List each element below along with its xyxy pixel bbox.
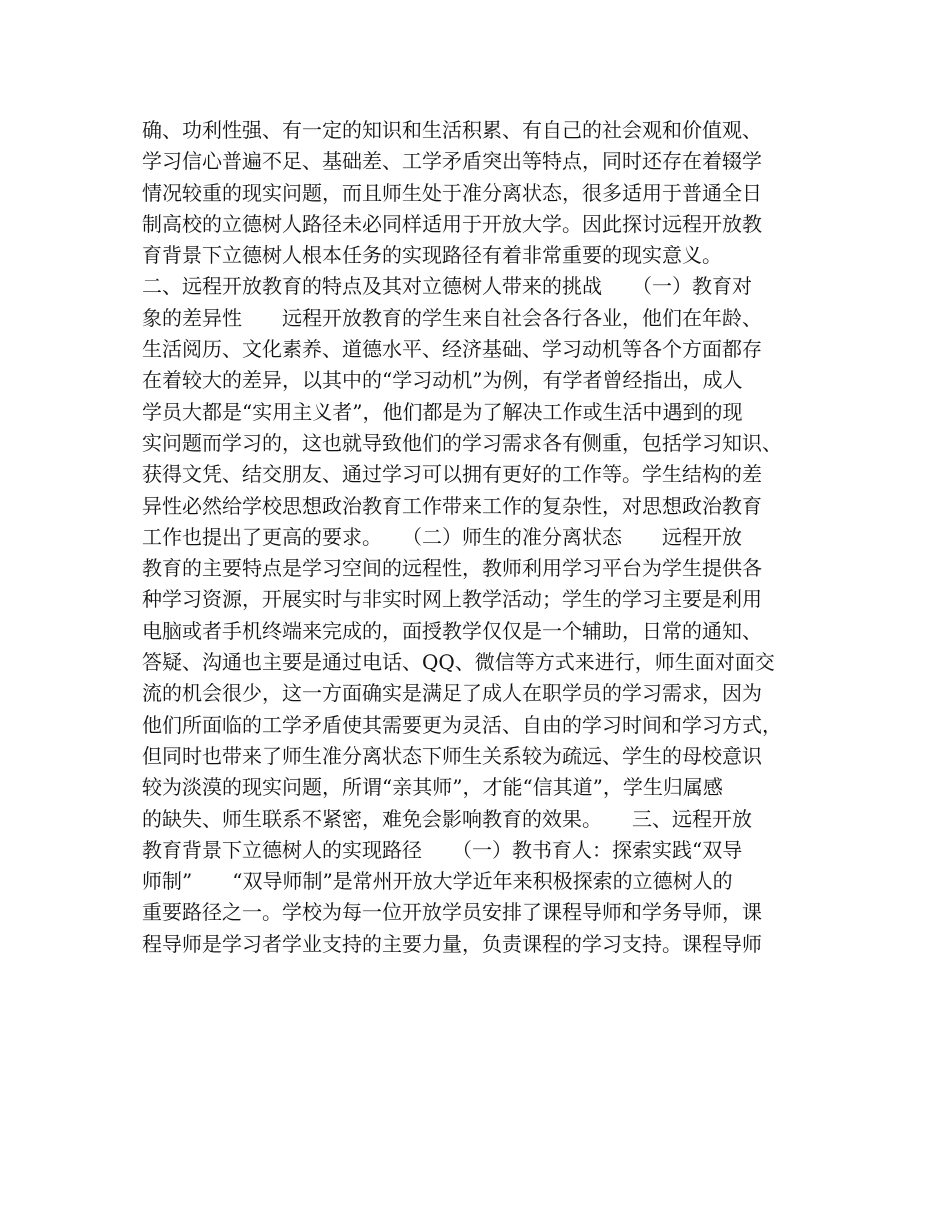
text-line: 重要路径之一。学校为每一位开放学员安排了课程导师和学务导师，课 [142, 900, 762, 925]
text-line: 学员大都是“实用主义者”，他们都是为了解决工作或生活中遇到的现 [142, 399, 743, 424]
text-line: 在着较大的差异，以其中的“学习动机”为例，有学者曾经指出，成人 [142, 368, 743, 393]
text-line: 电脑或者手机终端来完成的，面授教学仅仅是一个辅助，日常的通知、 [142, 618, 762, 643]
text-line: 教育背景下立德树人的实现路径 （一）教书育人：探索实践“双导 [142, 837, 743, 862]
text-line: 获得文凭、结交朋友、通过学习可以拥有更好的工作等。学生结构的差 [142, 462, 762, 487]
text-line: 二、远程开放教育的特点及其对立德树人带来的挑战 （一）教育对 [142, 274, 752, 299]
text-line: 程导师是学习者学业支持的主要力量，负责课程的学习支持。课程导师 [142, 931, 762, 956]
text-line: 教育的主要特点是学习空间的远程性，教师利用学习平台为学生提供各 [142, 556, 762, 581]
text-line: 师制” “双导师制”是常州开放大学近年来积极探索的立德树人的 [142, 869, 733, 894]
text-line: 流的机会很少，这一方面确实是满足了成人在职学员的学习需求，因为 [142, 681, 762, 706]
text-line: 但同时也带来了师生准分离状态下师生关系较为疏远、学生的母校意识 [142, 743, 762, 768]
text-line: 实问题而学习的，这也就导致他们的学习需求各有侧重，包括学习知识、 [142, 430, 782, 455]
text-line: 确、功利性强、有一定的知识和生活积累、有自己的社会观和价值观、 [142, 118, 762, 142]
text-line: 异性必然给学校思想政治教育工作带来工作的复杂性，对思想政治教育 [142, 493, 762, 518]
body-text [142, 115, 812, 960]
text-line: 育背景下立德树人根本任务的实现路径有着非常重要的现实意义。 [142, 243, 722, 268]
text-line: 较为淡漠的现实问题，所谓“亲其师”，才能“信其道”，学生归属感 [142, 775, 723, 800]
text-line: 制高校的立德树人路径未必同样适用于开放大学。因此探讨远程开放教 [142, 211, 762, 236]
text-line: 他们所面临的工学矛盾使其需要更为灵活、自由的学习时间和学习方式， [142, 712, 782, 737]
text-line: 情况较重的现实问题，而且师生处于准分离状态，很多适用于普通全日 [142, 180, 762, 205]
text-line: 种学习资源，开展实时与非实时网上教学活动；学生的学习主要是利用 [142, 587, 762, 612]
text-line: 的缺失、师生联系不紧密，难免会影响教育的效果。 三、远程开放 [142, 806, 752, 831]
text-line: 答疑、沟通也主要是通过电话、QQ、微信等方式来进行，师生面对面交 [142, 650, 775, 675]
text-line: 工作也提出了更高的要求。 （二）师生的准分离状态 远程开放 [142, 524, 742, 549]
text-line: 生活阅历、文化素养、道德水平、经济基础、学习动机等各个方面都存 [142, 337, 762, 362]
text-line: 学习信心普遍不足、基础差、工学矛盾突出等特点，同时还存在着辍学 [142, 149, 762, 174]
text-line: 象的差异性 远程开放教育的学生来自社会各行各业，他们在年龄、 [142, 305, 762, 330]
